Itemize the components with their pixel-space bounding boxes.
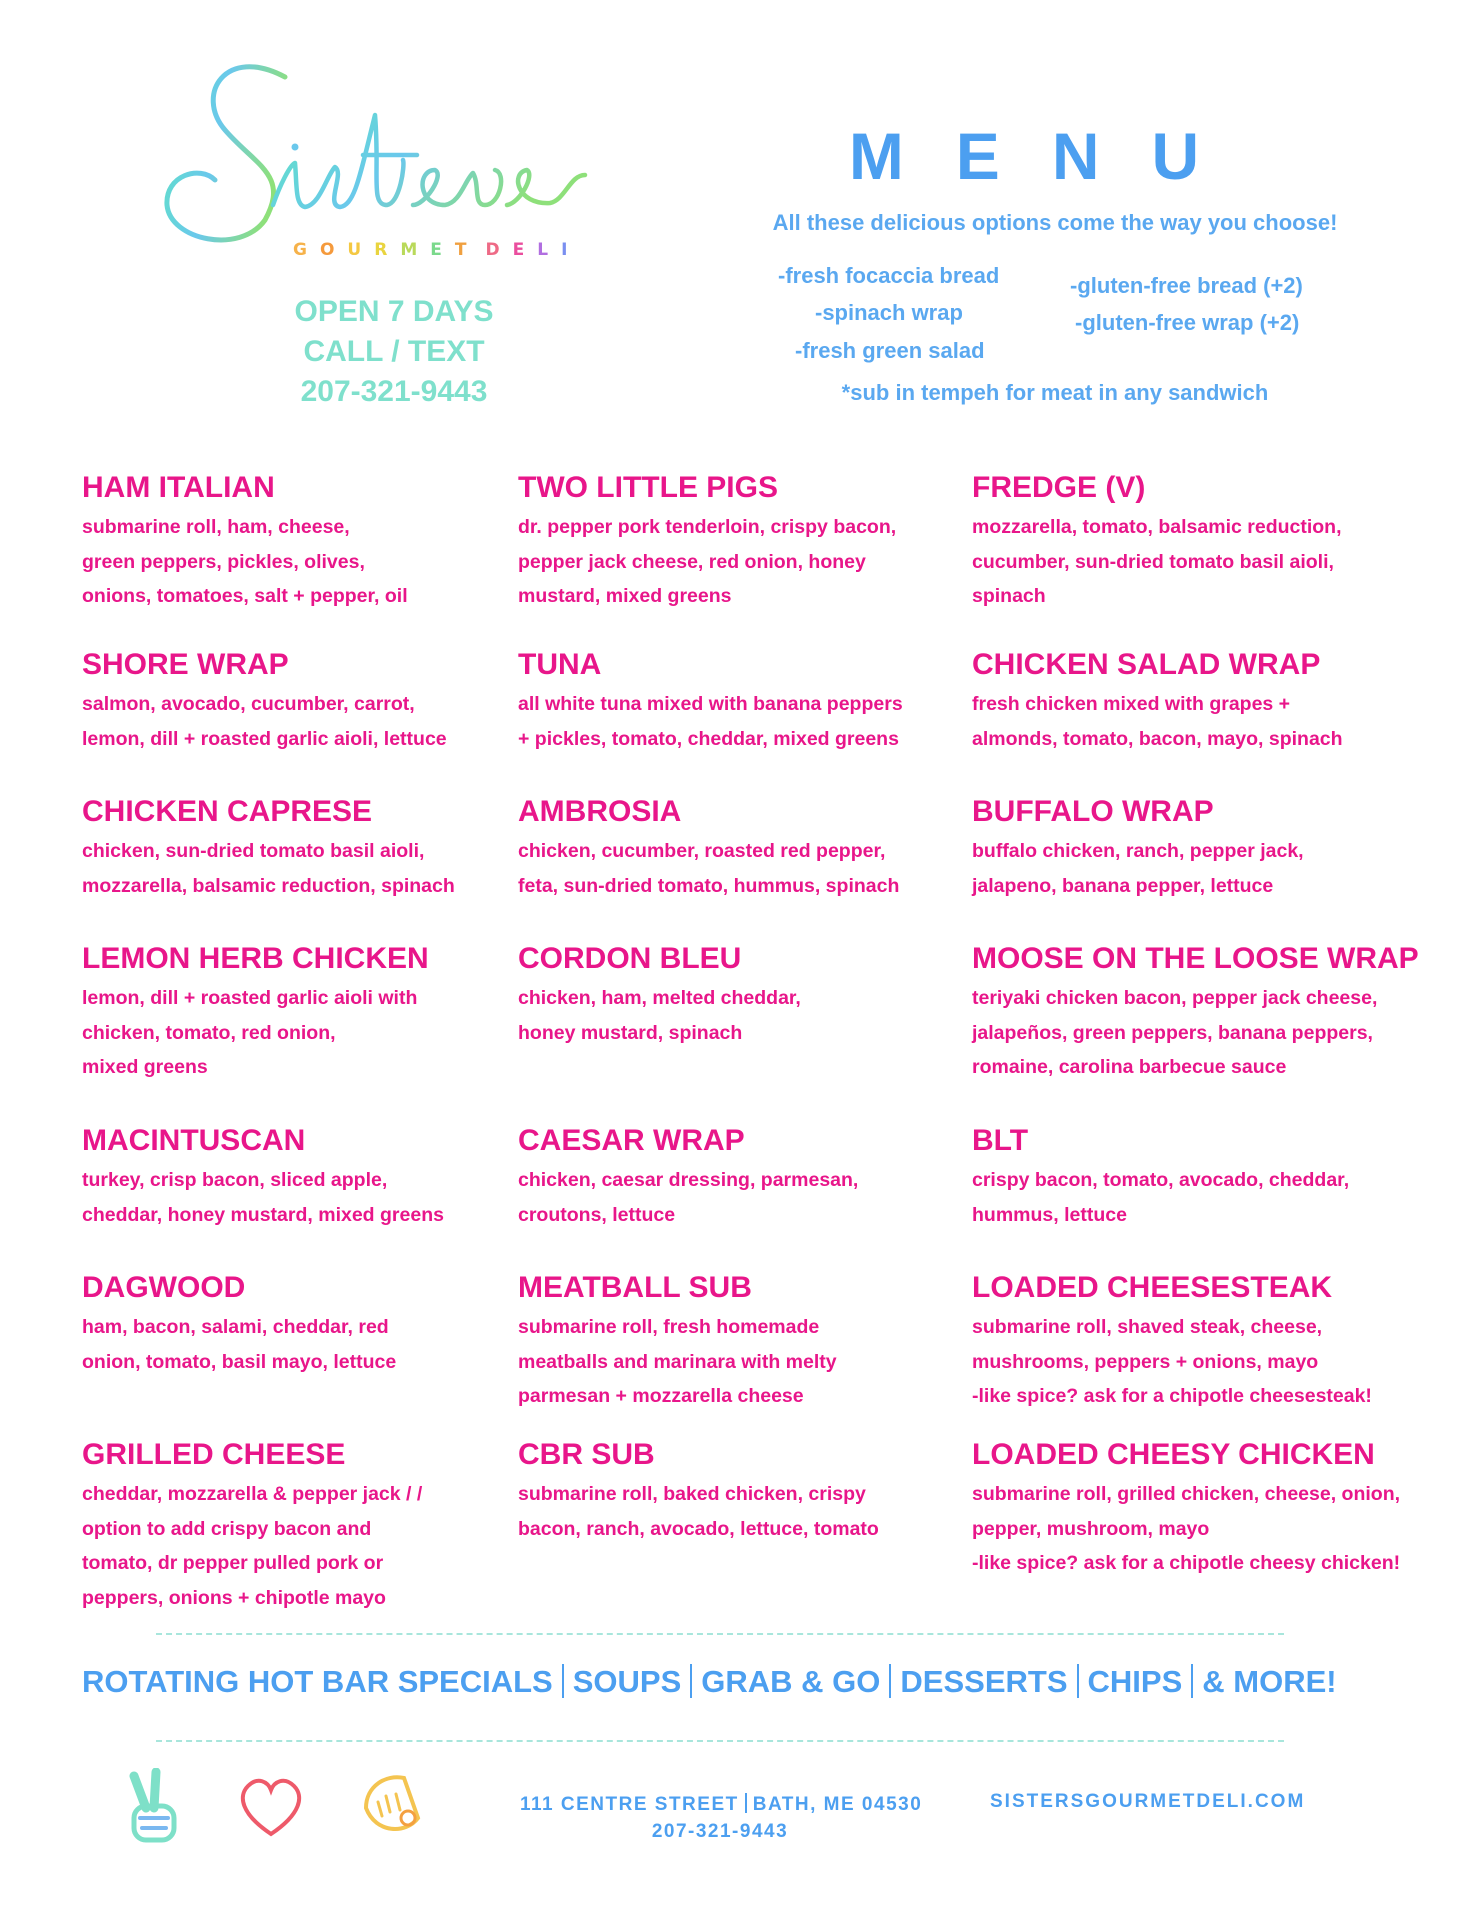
menu-item [972,470,1342,614]
logo-subtitle [293,240,580,260]
menu-item [518,470,896,614]
peace-hand-icon [120,1768,190,1848]
menu-item [82,794,455,903]
menu-item-name: LOADED CHEESESTEAK [972,1271,1333,1304]
menu-item-name: DAGWOOD [82,1271,246,1304]
menu-item-name: TUNA [518,648,602,681]
menu-item [82,647,447,756]
specials-separator [889,1664,891,1698]
option-spinach-wrap: -spinach wrap [815,300,963,325]
address-separator [745,1793,747,1813]
menu-item-description: crispy bacon, tomato, avocado, cheddar, hummus, lettuce [972,1169,1350,1226]
tempeh-note: *sub in tempeh for meat in any sandwich [841,380,1269,405]
option-gluten-free-bread: -gluten-free bread (+2) [1070,273,1303,298]
menu-item-description: teriyaki chicken bacon, pepper jack cheese, jalapeños, green peppers, banana peppers, romaine, carolina barbecue sauce [972,987,1378,1078]
logo-subtitle-letter: I [561,240,581,260]
option-gluten-free-wrap: -gluten-free wrap (+2) [1075,310,1300,335]
menu-item [518,1270,837,1414]
menu-item [972,1123,1349,1232]
menu-item [972,647,1343,756]
special-grab-go: GRAB & GO [701,1664,881,1699]
menu-item-description: ham, bacon, salami, cheddar, red onion, tomato, basil mayo, lettuce [82,1316,397,1373]
menu-item-description: cheddar, mozzarella & pepper jack / / option to add crispy bacon and tomato, dr pepper pulled pork or peppers, onions + chipotle mayo [82,1483,423,1609]
city-address: BATH, ME 04530 [752,1794,923,1815]
open-days-text: OPEN 7 DAYS [294,295,494,328]
menu-item [518,1123,858,1232]
menu-item [972,1270,1372,1414]
menu-item-name: BUFFALO WRAP [972,795,1214,828]
menu-item-description: all white tuna mixed with banana peppers + pickles, tomato, cheddar, mixed greens [518,693,903,750]
menu-item-description: fresh chicken mixed with grapes + almonds, tomato, bacon, mayo, spinach [972,693,1343,750]
specials-separator [690,1664,692,1698]
menu-item [82,941,429,1085]
menu-item-name: HAM ITALIAN [82,471,275,504]
menu-item-description: dr. pepper pork tenderloin, crispy bacon, pepper jack cheese, red onion, honey mustard, mixed greens [518,516,897,607]
option-green-salad: -fresh green salad [795,338,985,363]
divider-top [156,1633,1284,1635]
menu-item-description: chicken, ham, melted cheddar, honey mustard, spinach [518,987,801,1044]
logo-subtitle-letter: E [430,240,455,260]
footer-address [520,1791,923,1845]
logo-subtitle-letter: L [537,240,562,260]
specials-separator [562,1664,564,1698]
menu-item-name: CHICKEN SALAD WRAP [972,648,1321,681]
special-desserts: DESSERTS [900,1664,1068,1699]
menu-item [972,1437,1400,1581]
logo-subtitle-letter: M [400,240,431,260]
logo-subtitle-letter: G [293,240,320,260]
menu-title: MENU [848,119,1252,193]
heart-icon [236,1776,306,1840]
menu-item [82,1270,396,1379]
sisters-script-logo [155,55,625,245]
menu-item [82,1437,422,1615]
menu-item-description: mozzarella, tomato, balsamic reduction, cucumber, sun-dried tomato basil aioli, spinach [972,516,1342,607]
specials-separator [1191,1664,1193,1698]
logo-subtitle-letter: D [485,240,513,260]
menu-item-name: MACINTUSCAN [82,1124,306,1157]
street-address: 111 CENTRE STREET [520,1794,739,1815]
menu-item-name: SHORE WRAP [82,648,289,681]
menu-item-name: MOOSE ON THE LOOSE WRAP [972,942,1419,975]
special-chips: CHIPS [1087,1664,1183,1699]
divider-bottom [156,1740,1284,1742]
special-more: & MORE! [1202,1664,1337,1699]
menu-item-description: submarine roll, shaved steak, cheese, mushrooms, peppers + onions, mayo -like spice? ask for a chipotle cheesesteak! [972,1316,1372,1407]
menu-item-name: CAESAR WRAP [518,1124,745,1157]
menu-item-description: chicken, cucumber, roasted red pepper, feta, sun-dried tomato, hummus, spinach [518,840,900,897]
menu-item-name: MEATBALL SUB [518,1271,752,1304]
menu-item-name: CORDON BLEU [518,942,742,975]
menu-item-description: lemon, dill + roasted garlic aioli with chicken, tomato, red onion, mixed greens [82,987,418,1078]
menu-item-name: AMBROSIA [518,795,682,828]
menu-item-description: chicken, caesar dressing, parmesan, croutons, lettuce [518,1169,859,1226]
menu-item [518,647,903,756]
menu-item-description: salmon, avocado, cucumber, carrot, lemon, dill + roasted garlic aioli, lettuce [82,693,447,750]
footer-phone[interactable]: 207-321-9443 [651,1821,789,1842]
menu-item-name: TWO LITTLE PIGS [518,471,778,504]
call-text-label: CALL / TEXT [303,335,485,368]
logo-subtitle-letter: O [319,240,348,260]
menu-item [518,1437,879,1546]
menu-item-description: submarine roll, fresh homemade meatballs and marinara with melty parmesan + mozzarella cheese [518,1316,837,1407]
menu-item-name: FREDGE (V) [972,471,1146,504]
menu-item [82,1123,444,1232]
phone-number[interactable]: 207-321-9443 [300,375,488,408]
logo-subtitle-letter: R [374,240,401,260]
menu-item [972,794,1304,903]
menu-item-description: submarine roll, grilled chicken, cheese, onion, pepper, mushroom, mayo -like spice? ask for a chipotle cheesy chicken! [972,1483,1401,1574]
menu-item-description: buffalo chicken, ranch, pepper jack, jalapeno, banana pepper, lettuce [972,840,1304,897]
menu-item-name: CHICKEN CAPRESE [82,795,373,828]
menu-item [518,941,801,1050]
sandwich-icon [356,1768,426,1840]
menu-item-description: turkey, crisp bacon, sliced apple, cheddar, honey mustard, mixed greens [82,1169,444,1226]
menu-item-description: chicken, sun-dried tomato basil aioli, mozzarella, balsamic reduction, spinach [82,840,455,897]
specials-bar [82,1664,1402,1700]
special-hot-bar: ROTATING HOT BAR SPECIALS [82,1664,553,1699]
logo-subtitle-letter: U [347,240,375,260]
menu-item [518,794,899,903]
logo [155,55,625,285]
menu-item-name: GRILLED CHEESE [82,1438,346,1471]
contact-info [200,292,588,412]
menu-item-description: submarine roll, baked chicken, crispy bacon, ranch, avocado, lettuce, tomato [518,1483,879,1540]
menu-item [82,470,408,614]
logo-subtitle-letter: E [512,240,538,260]
menu-item-name: CBR SUB [518,1438,655,1471]
address-line [520,1791,923,1818]
menu-item-name: LEMON HERB CHICKEN [82,942,429,975]
website-link[interactable]: SISTERSGOURMETDELI.COM [990,1791,1306,1812]
menu-item [972,941,1419,1085]
menu-item-name: LOADED CHEESY CHICKEN [972,1438,1375,1471]
option-focaccia: -fresh focaccia bread [778,263,1000,288]
menu-item-description: submarine roll, ham, cheese, green peppers, pickles, olives, onions, tomatoes, salt + pepper, oil [82,516,408,607]
logo-subtitle-letter: T [454,240,480,260]
menu-item-name: BLT [972,1124,1029,1157]
special-soups: SOUPS [572,1664,682,1699]
specials-separator [1077,1664,1079,1698]
menu-tagline: All these delicious options come the way you choose! [772,210,1338,235]
